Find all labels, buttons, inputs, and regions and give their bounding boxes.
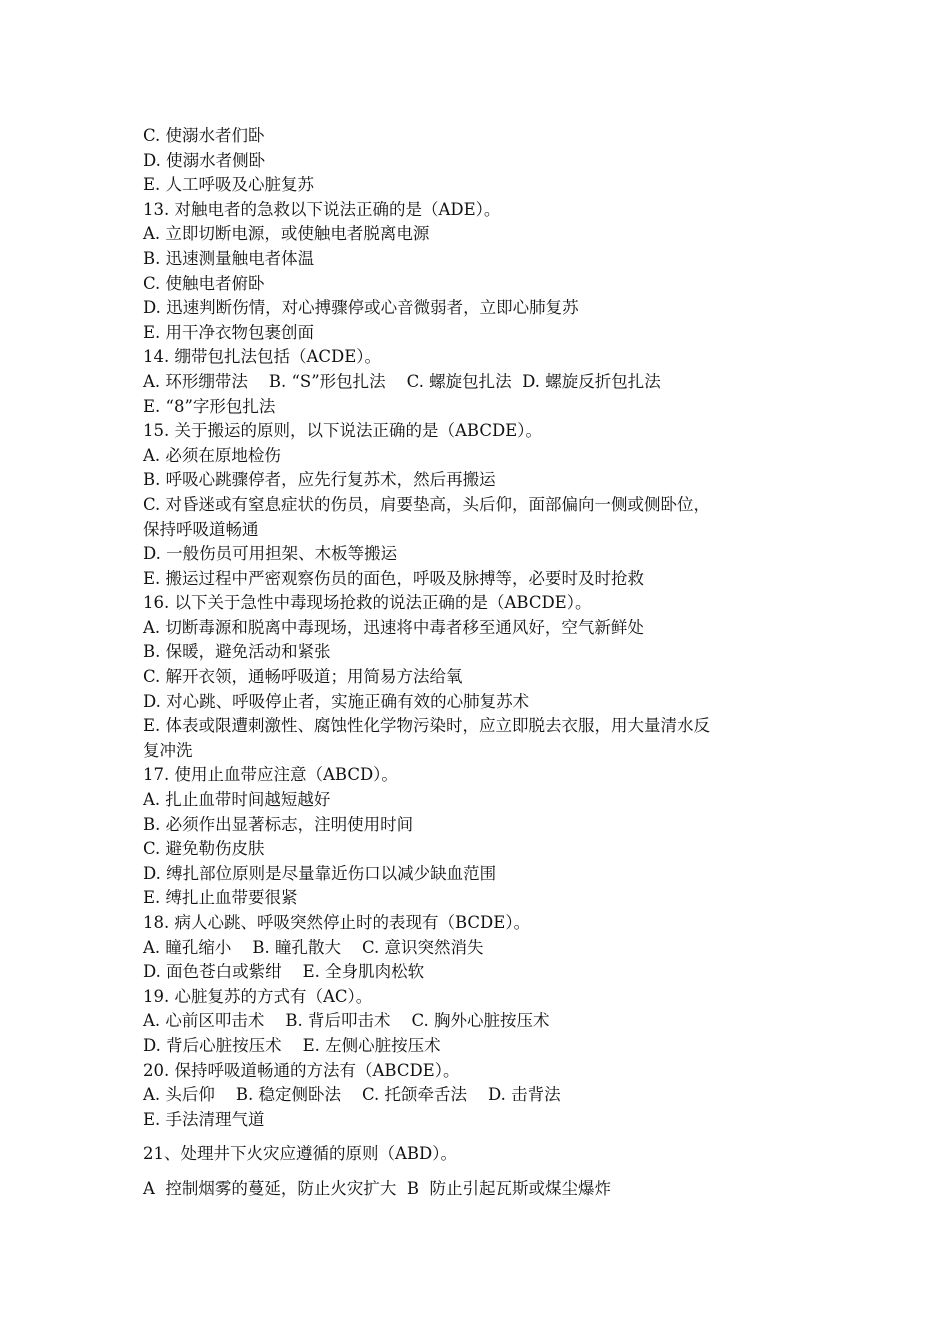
- text-line: D. 一般伤员可用担架、木板等搬运: [143, 544, 398, 564]
- text-line: C. 避免勒伤皮肤: [143, 839, 265, 859]
- text-line: C. 使触电者俯卧: [143, 273, 265, 293]
- text-line: E. “8”字形包扎法: [143, 396, 276, 416]
- text-line: A. 瞳孔缩小 B. 瞳孔散大 C. 意识突然消失: [143, 937, 484, 957]
- question-14: 14. 绷带包扎法包括（ACDE）。: [143, 347, 382, 367]
- paragraph-gap: [143, 1167, 833, 1177]
- text-line: D. 使溺水者侧卧: [143, 150, 266, 170]
- question-20: 20. 保持呼吸道畅通的方法有（ABCDE）。: [143, 1060, 460, 1080]
- text-line: A. 立即切断电源，或使触电者脱离电源: [143, 224, 430, 244]
- text-line: A. 必须在原地检伤: [143, 445, 281, 465]
- text-line: D. 缚扎部位原则是尽量靠近伤口以减少缺血范围: [143, 863, 497, 883]
- question-17: 17. 使用止血带应注意（ABCD）。: [143, 765, 398, 785]
- text-line: A. 切断毒源和脱离中毒现场，迅速将中毒者移至通风好，空气新鲜处: [143, 617, 644, 637]
- text-line: C. 解开衣领，通畅呼吸道；用简易方法给氧: [143, 667, 463, 687]
- text-line: E. 用干净衣物包裹创面: [143, 322, 315, 342]
- text-line: D. 迅速判断伤情，对心搏骤停或心音微弱者，立即心肺复苏: [143, 298, 579, 318]
- question-15: 15. 关于搬运的原则，以下说法正确的是（ABCDE）。: [143, 421, 542, 441]
- document-page: [143, 124, 833, 1202]
- text-line: A. 扎止血带时间越短越好: [143, 790, 331, 810]
- text-line: E. 缚扎止血带要很紧: [143, 888, 298, 908]
- text-line: 复冲洗: [143, 740, 193, 760]
- text-line: B. 呼吸心跳骤停者，应先行复苏术，然后再搬运: [143, 470, 496, 490]
- paragraph-gap: [143, 1132, 833, 1142]
- text-line: A 控制烟雾的蔓延，防止火灾扩大 B 防止引起瓦斯或煤尘爆炸: [143, 1178, 612, 1198]
- text-line: A. 心前区叩击术 B. 背后叩击术 C. 胸外心脏按压术: [143, 1011, 550, 1031]
- text-line: E. 人工呼吸及心脏复苏: [143, 175, 315, 195]
- text-line: B. 保暖，避免活动和紧张: [143, 642, 331, 662]
- text-line: B. 迅速测量触电者体温: [143, 248, 315, 268]
- question-18: 18. 病人心跳、呼吸突然停止时的表现有（BCDE）。: [143, 913, 531, 932]
- question-13: 13. 对触电者的急救以下说法正确的是（ADE）。: [143, 199, 501, 219]
- text-line: D. 对心跳、呼吸停止者，实施正确有效的心肺复苏术: [143, 691, 530, 711]
- text-line: C. 对昏迷或有窒息症状的伤员，肩要垫高，头后仰，面部偏向一侧或侧卧位，: [143, 494, 711, 514]
- text-line: C. 使溺水者们卧: [143, 126, 265, 145]
- text-line: B. 必须作出显著标志，注明使用时间: [143, 814, 414, 834]
- text-line: A. 头后仰 B. 稳定侧卧法 C. 托颌牵舌法 D. 击背法: [143, 1085, 561, 1105]
- text-line: 保持呼吸道畅通: [143, 519, 259, 539]
- text-line: E. 搬运过程中严密观察伤员的面色，呼吸及脉搏等，必要时及时抢救: [143, 568, 645, 588]
- text-line: D. 面色苍白或紫绀 E. 全身肌肉松软: [143, 962, 425, 982]
- text-line: A. 环形绷带法 B. “S”形包扎法 C. 螺旋包扎法 D. 螺旋反折包扎法: [143, 371, 661, 391]
- question-16: 16. 以下关于急性中毒现场抢救的说法正确的是（ABCDE）。: [143, 593, 592, 613]
- text-line: E. 体表或限遭刺激性、腐蚀性化学物污染时，应立即脱去衣服，用大量清水反: [143, 716, 711, 736]
- text-line: D. 背后心脏按压术 E. 左侧心脏按压术: [143, 1035, 441, 1055]
- question-19: 19. 心脏复苏的方式有（AC）。: [143, 986, 373, 1006]
- question-21: 21、处理井下火灾应遵循的原则（ABD）。: [143, 1144, 458, 1164]
- text-line: E. 手法清理气道: [143, 1109, 265, 1129]
